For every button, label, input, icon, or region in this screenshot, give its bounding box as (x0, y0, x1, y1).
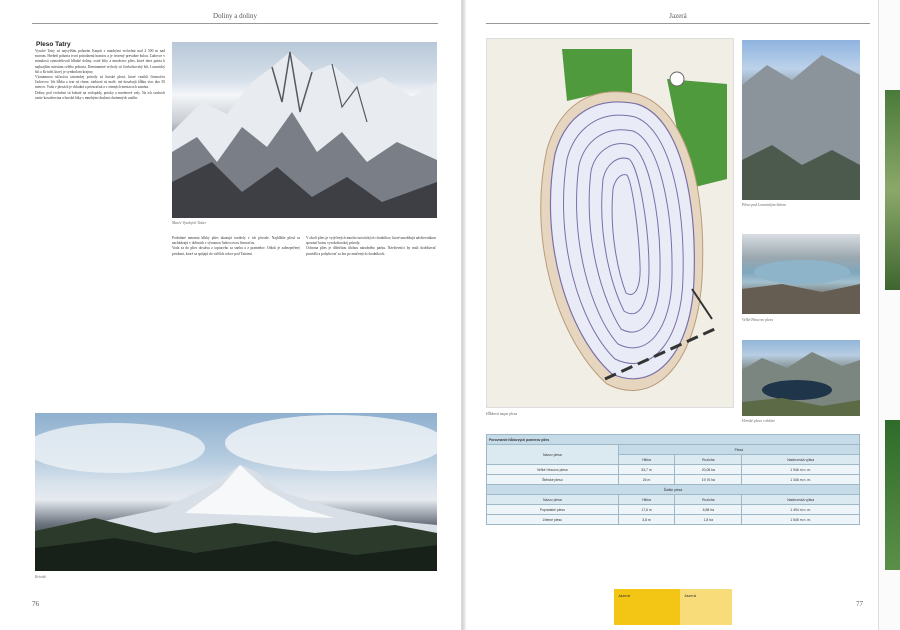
next-page-edge (878, 0, 900, 630)
section-tab-dark: Jazerá (614, 589, 680, 625)
text-column-1 (35, 49, 165, 411)
mountain-peaks-photo (172, 42, 437, 218)
table-row (487, 515, 860, 525)
table-cell: Popradské pleso (487, 505, 619, 515)
table-header: Hĺbka (618, 495, 675, 505)
table-cell: 19,76 ha (675, 475, 742, 485)
table-cell: Veľké Hincovo pleso (487, 465, 619, 475)
lake-illustration (742, 234, 860, 314)
table-cell: 53,7 m (618, 465, 675, 475)
table-cell: 1 545 m n. m. (742, 515, 860, 525)
right-page (466, 0, 878, 630)
table-cell: 1 346 m n. m. (742, 475, 860, 485)
tarn-illustration (742, 340, 860, 416)
table-cell: 1 946 m n. m. (742, 465, 860, 475)
table-header-group: Plesá (618, 445, 859, 455)
paragraph: Ochrana plies je dôležitou úlohou národného parku. Návštevníci by mali dodržiavať pravidlá a pohybovať sa len po značených chodníkoch. (306, 246, 436, 256)
mountain-peaks-illustration (172, 42, 437, 218)
next-page-photo-edge (885, 90, 900, 290)
thumb-caption: Horské pleso v doline (742, 419, 776, 423)
cirque-illustration (742, 40, 860, 200)
table-cell: 20,08 ha (675, 465, 742, 475)
paragraph: Podrobné merania hĺbky plies ukazujú rozdiely v ich pôvode. Najhlbšie plesá sa nachádzajú v dolinách s výraznou ľadovcovou činnosťou. (172, 236, 300, 246)
table-row (487, 505, 860, 515)
table-row (487, 465, 860, 475)
map-caption: Hĺbková mapa plesa (486, 412, 518, 416)
lake-data-table (486, 434, 860, 525)
lake-depth-contours (487, 39, 734, 408)
krivan-illustration (35, 413, 437, 571)
section-tab (614, 589, 732, 625)
table-header: Názov plesa (487, 495, 619, 505)
table-header: Názov plesa (487, 445, 619, 465)
table-subtitle: Ďalšie plesá (487, 485, 860, 495)
section-heading: Pleso Tatry (36, 41, 71, 48)
thumb-caption: Pleso pod Lomnickým štítom (742, 203, 786, 207)
table-cell: Štrbské pleso (487, 475, 619, 485)
table-title: Porovnanie hĺbkových pomerov plies (487, 435, 860, 445)
next-page-photo-edge (885, 420, 900, 570)
lake-photo-1 (742, 40, 860, 200)
table-header: Nadmorská výška (742, 455, 860, 465)
photo-caption: Masív Vysokých Tatier (172, 221, 207, 225)
paragraph: Doliny pod vrcholmi sú bohaté na vodopády, potoky a morénové valy. Na ich svahoch rastie kosodrevina a horské lúky s mnohými druhmi chránených rastlín. (35, 90, 165, 100)
bathymetric-map (486, 38, 734, 408)
thumb-caption: Veľké Hincovo pleso (742, 318, 774, 322)
paragraph: V okolí plies je vytýčených mnoho turistických chodníkov, ktoré umožňujú návštevníkom spoznať krásu vysokohorskej prírody. (306, 236, 436, 246)
page-number-right: 77 (856, 600, 863, 608)
table-cell: 3,8 m (618, 515, 675, 525)
table-cell: 17,6 m (618, 505, 675, 515)
table-header: Nadmorská výška (742, 495, 860, 505)
table-cell: Zelené pleso (487, 515, 619, 525)
photo-caption: Kriváň (35, 575, 46, 579)
table-header: Rozloha (675, 455, 742, 465)
table-cell: 26 m (618, 475, 675, 485)
table-header: Hĺbka (618, 455, 675, 465)
text-column-3 (306, 236, 436, 406)
page-number-left: 76 (32, 600, 39, 608)
paragraph: Významnou súčasťou tatranskej prírody sú horské plesá, ktoré vznikli činnosťou ľadovcov. Ich hĺbka a tvar sú rôzne, niektoré sú malé, iné dosahujú hĺbku viac ako 50 metrov. Voda v plesách je chladná a priezračná a v zimných mesiacoch zamŕza. (35, 75, 165, 90)
running-head-right: Jazerá (486, 12, 870, 24)
table-cell: 6,88 ha (675, 505, 742, 515)
table-cell: 1,8 ha (675, 515, 742, 525)
krivan-peak-photo (35, 413, 437, 571)
lake-photo-2 (742, 234, 860, 314)
section-tab-light: Jazerá (680, 589, 732, 625)
table-row (487, 475, 860, 485)
paragraph: Vysoké Tatry sú najvyšším pohorím Karpát s mnohými vrcholmi nad 2 500 m nad morom. Hrebeň pohoria tvorí prirodzenú hranicu a je tvorený prevažne žulou. Ľadovce v minulosti vymodelovali hlboké doliny, ostré štíty a množstvo plies, ktoré dnes patria k najkrajším miestam celého pohoria. Dominantné vrcholy sú Gerlachovský štít, Lomnický štít a Kriváň, ktorý je symbolom krajiny. (35, 49, 165, 74)
table-cell: 1 494 m n. m. (742, 505, 860, 515)
table-header: Rozloha (675, 495, 742, 505)
lake-photo-3 (742, 340, 860, 416)
text-column-2 (172, 236, 300, 406)
paragraph: Voda sa do plies dostáva z topiaceho sa snehu a z prameňov. Odtok je zabezpečený potokmi, ktoré sa spájajú do väčších tokov pod Tatrami. (172, 246, 300, 256)
running-head-left: Doliny a doliny (32, 12, 438, 24)
